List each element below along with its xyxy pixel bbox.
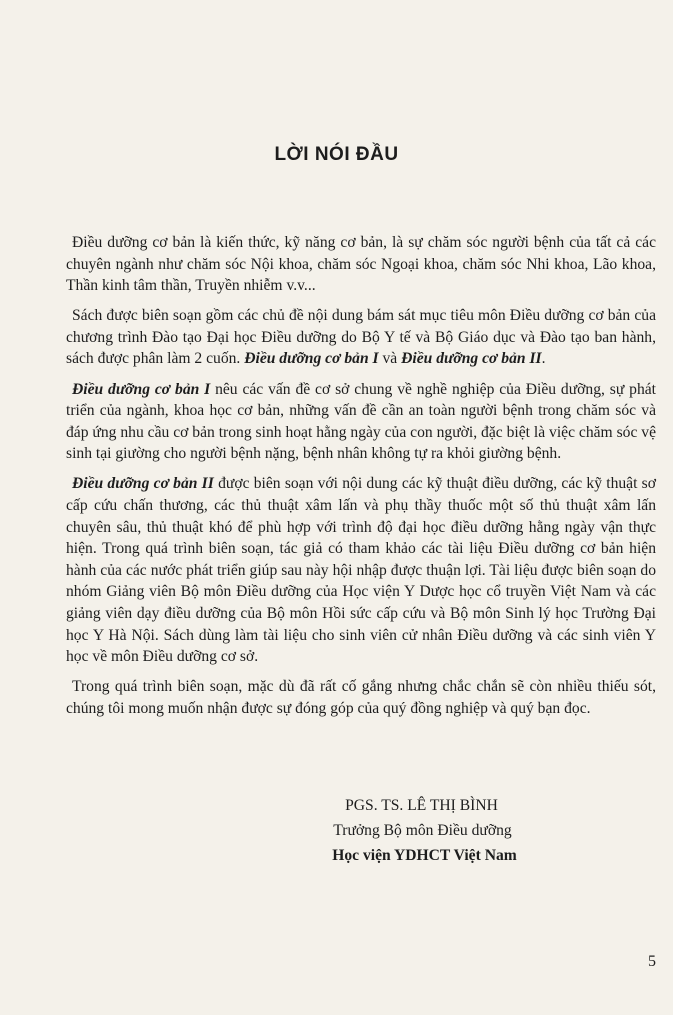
signature-name: PGS. TS. LÊ THỊ BÌNH	[345, 797, 498, 814]
paragraph-2-end: .	[541, 350, 546, 368]
page-title: LỜI NÓI ĐẦU	[274, 144, 399, 165]
book-title-2: Điều dưỡng cơ bản II	[401, 350, 542, 368]
book-title-1: Điều dưỡng cơ bản I	[244, 350, 379, 368]
paragraph-4-book-title: Điều dưỡng cơ bản II	[72, 475, 214, 493]
signature-institution: Học viện YDHCT Việt Nam	[332, 847, 517, 864]
paragraph-4-text: được biên soạn với nội dung các kỹ thuật điều dưỡng, các kỹ thuật sơ cấp cứu chấn thương, các thủ thuật xâm lấn và phụ thầy thuốc một số thủ thuật xâm lấn chuyên sâu, thủ thuật khó để phù hợp với trình độ đại học điều dưỡng hằng ngày vận thực hiện. Trong quá trình biên soạn, tác giả có tham khảo các tài liệu Điều dưỡng cơ bản hiện hành của các nước phát triển giúp sau này hội nhập được thuận lợi. Tài liệu được biên soạn do nhóm Giảng viên Bộ môn Điều dưỡng của Học viện Y Dược học cổ truyền Việt Nam và các giảng viên dạy điều dưỡng của Bộ môn Hồi sức cấp cứu và Bộ môn Sinh lý học Trường Đại học Y Hà Nội. Sách dùng làm tài liệu cho sinh viên cử nhân Điều dưỡng và các sinh viên Y học về môn Điều dưỡng cơ sở.	[66, 475, 656, 666]
paragraph-4	[66, 473, 656, 667]
signature-position: Trưởng Bộ môn Điều dưỡng	[333, 822, 512, 839]
paragraph-1: Điều dưỡng cơ bản là kiến thức, kỹ năng cơ bản, là sự chăm sóc người bệnh của tất cả các chuyên ngành như chăm sóc Nội khoa, chăm sóc Ngoại khoa, chăm sóc Nhi khoa, Lão khoa, Thần kinh tâm thần, Truyền nhiễm v.v...	[66, 234, 656, 295]
paragraph-5: Trong quá trình biên soạn, mặc dù đã rất cố gắng nhưng chắc chắn sẽ còn nhiều thiếu sót, chúng tôi mong muốn nhận được sự đóng góp của quý đồng nghiệp và quý bạn đọc.	[66, 678, 656, 717]
paragraph-3-book-title: Điều dưỡng cơ bản I	[72, 380, 211, 398]
paragraph-2	[66, 305, 656, 370]
paragraph-2-text: Sách được biên soạn gồm các chủ đề nội dung bám sát mục tiêu môn Điều dưỡng cơ bản của chương trình Đào tạo Đại học Điều dưỡng do Bộ Y tế và Bộ Giáo dục và Đào tạo ban hành, sách được phân làm 2 cuốn.	[66, 307, 656, 368]
paragraph-3	[66, 379, 656, 465]
preface-body	[66, 232, 656, 728]
paragraph-2-conj: và	[378, 350, 402, 368]
page-number: 5	[648, 953, 656, 970]
paragraph-3-text: nêu các vấn đề cơ sở chung về nghề nghiệp của Điều dưỡng, sự phát triển của ngành, khoa học cơ bản, những vấn đề cần an toàn người bệnh trong chăm sóc và đáp ứng nhu cầu cơ bản trong sinh hoạt hằng ngày của con người, đặc biệt là việc chăm sóc vệ sinh tại giường cho người bệnh nặng, bệnh nhân không tự ra khỏi giường bệnh.	[66, 380, 656, 463]
